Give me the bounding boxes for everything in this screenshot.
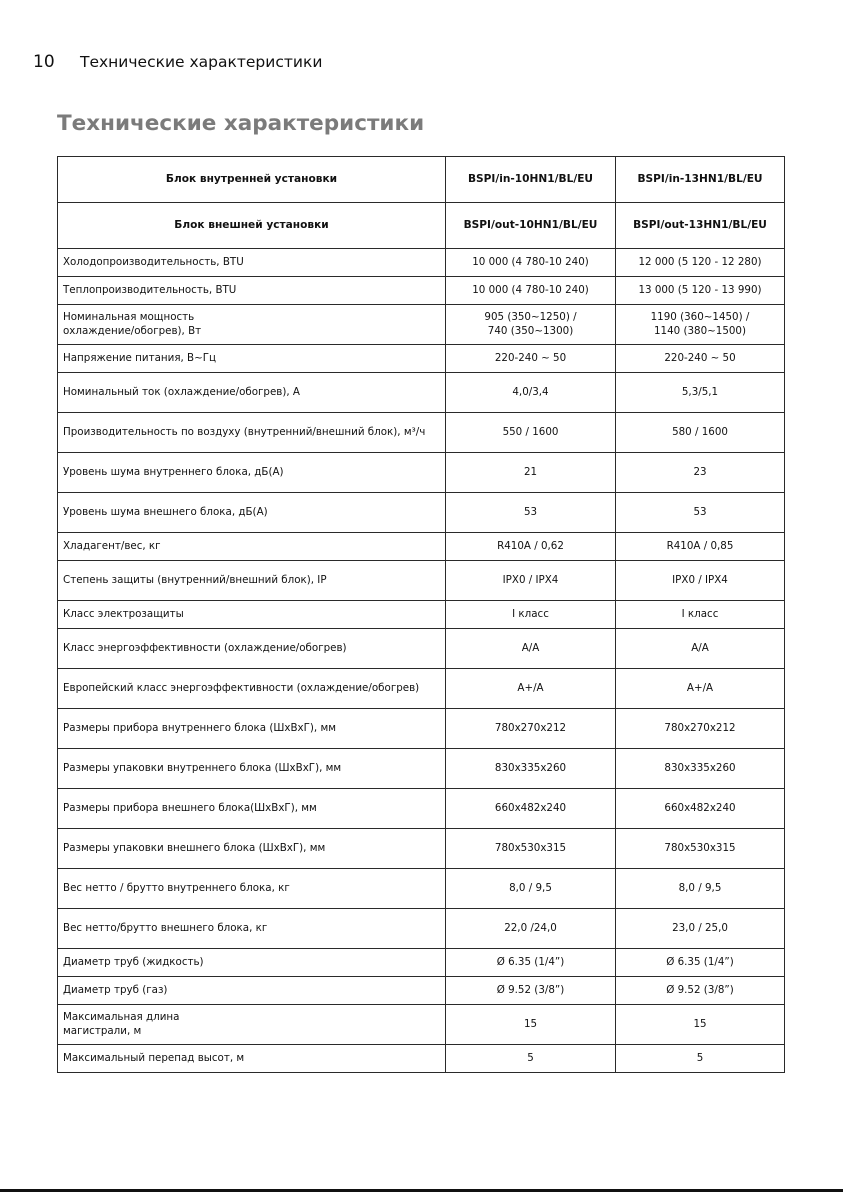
header-label-cell: Блок внутренней установки xyxy=(58,157,446,203)
model-1-cell: BSPI/in-10HN1/BL/EU xyxy=(446,157,616,203)
parameter-cell: Максимальная длина магистрали, м xyxy=(58,1005,446,1045)
parameter-cell: Вес нетто / брутто внутреннего блока, кг xyxy=(58,869,446,909)
value-2-cell: A+/A xyxy=(616,669,785,709)
value-1-cell: 830x335x260 xyxy=(446,749,616,789)
table-row xyxy=(58,1045,785,1073)
value-1-cell: Ø 9.52 (3/8”) xyxy=(446,977,616,1005)
parameter-cell: Хладагент/вес, кг xyxy=(58,533,446,561)
parameter-cell: Напряжение питания, В~Гц xyxy=(58,345,446,373)
parameter-cell: Уровень шума внутреннего блока, дБ(А) xyxy=(58,453,446,493)
table-row xyxy=(58,789,785,829)
table-row xyxy=(58,561,785,601)
specifications-table xyxy=(57,156,785,1073)
parameter-cell: Номинальная мощность охлаждение/обогрев), Вт xyxy=(58,305,446,345)
table-row xyxy=(58,493,785,533)
value-2-cell: 780x270x212 xyxy=(616,709,785,749)
value-1-cell: IPX0 / IPX4 xyxy=(446,561,616,601)
table-row xyxy=(58,413,785,453)
table-row xyxy=(58,305,785,345)
specifications-body xyxy=(58,157,785,1073)
value-2-cell: R410A / 0,85 xyxy=(616,533,785,561)
value-1-cell: A+/A xyxy=(446,669,616,709)
model-1-cell: BSPI/out-10HN1/BL/EU xyxy=(446,203,616,249)
value-2-cell: 53 xyxy=(616,493,785,533)
value-1-cell: 905 (350~1250) / 740 (350~1300) xyxy=(446,305,616,345)
value-2-cell: 13 000 (5 120 - 13 990) xyxy=(616,277,785,305)
table-row xyxy=(58,869,785,909)
parameter-cell: Уровень шума внешнего блока, дБ(А) xyxy=(58,493,446,533)
parameter-cell: Класс энергоэффективности (охлаждение/обогрев) xyxy=(58,629,446,669)
value-2-cell: 220-240 ~ 50 xyxy=(616,345,785,373)
parameter-cell: Диаметр труб (газ) xyxy=(58,977,446,1005)
value-2-cell: 580 / 1600 xyxy=(616,413,785,453)
value-2-cell: 780x530x315 xyxy=(616,829,785,869)
table-row xyxy=(58,373,785,413)
value-2-cell: 5,3/5,1 xyxy=(616,373,785,413)
value-2-cell: 8,0 / 9,5 xyxy=(616,869,785,909)
section-title: Технические характеристики xyxy=(80,53,323,71)
model-2-cell: BSPI/out-13HN1/BL/EU xyxy=(616,203,785,249)
parameter-cell: Производительность по воздуху (внутренний/внешний блок), м³/ч xyxy=(58,413,446,453)
value-1-cell: 53 xyxy=(446,493,616,533)
value-2-cell: 830x335x260 xyxy=(616,749,785,789)
table-header-row xyxy=(58,203,785,249)
value-2-cell: Ø 9.52 (3/8”) xyxy=(616,977,785,1005)
value-1-cell: 10 000 (4 780-10 240) xyxy=(446,277,616,305)
value-2-cell: 5 xyxy=(616,1045,785,1073)
value-1-cell: 21 xyxy=(446,453,616,493)
value-2-cell: Ø 6.35 (1/4”) xyxy=(616,949,785,977)
parameter-cell: Холодопроизводительность, BTU xyxy=(58,249,446,277)
table-row xyxy=(58,453,785,493)
value-1-cell: A/A xyxy=(446,629,616,669)
parameter-cell: Степень защиты (внутренний/внешний блок), IP xyxy=(58,561,446,601)
value-2-cell: I класс xyxy=(616,601,785,629)
value-1-cell: 780x270x212 xyxy=(446,709,616,749)
value-2-cell: 660x482x240 xyxy=(616,789,785,829)
table-row xyxy=(58,533,785,561)
parameter-cell: Размеры упаковки внутреннего блока (ШхВхГ), мм xyxy=(58,749,446,789)
table-row xyxy=(58,669,785,709)
value-2-cell: 23,0 / 25,0 xyxy=(616,909,785,949)
table-row xyxy=(58,909,785,949)
value-1-cell: Ø 6.35 (1/4”) xyxy=(446,949,616,977)
value-2-cell: 23 xyxy=(616,453,785,493)
table-row xyxy=(58,709,785,749)
table-row xyxy=(58,829,785,869)
table-row xyxy=(58,249,785,277)
parameter-cell: Теплопроизводительность, BTU xyxy=(58,277,446,305)
table-row xyxy=(58,277,785,305)
value-1-cell: 5 xyxy=(446,1045,616,1073)
value-2-cell: A/A xyxy=(616,629,785,669)
page-number: 10 xyxy=(33,52,55,72)
header-label-cell: Блок внешней установки xyxy=(58,203,446,249)
table-header-row xyxy=(58,157,785,203)
value-2-cell: 15 xyxy=(616,1005,785,1045)
parameter-cell: Класс электрозащиты xyxy=(58,601,446,629)
value-1-cell: R410A / 0,62 xyxy=(446,533,616,561)
table-row xyxy=(58,601,785,629)
parameter-cell: Европейский класс энергоэффективности (охлаждение/обогрев) xyxy=(58,669,446,709)
table-row xyxy=(58,629,785,669)
table-row xyxy=(58,977,785,1005)
table-row xyxy=(58,1005,785,1045)
value-2-cell: IPX0 / IPX4 xyxy=(616,561,785,601)
parameter-cell: Размеры прибора внутреннего блока (ШхВхГ), мм xyxy=(58,709,446,749)
value-1-cell: I класс xyxy=(446,601,616,629)
value-1-cell: 660x482x240 xyxy=(446,789,616,829)
table-row xyxy=(58,949,785,977)
page-header xyxy=(33,52,322,72)
parameter-cell: Размеры упаковки внешнего блока (ШхВхГ), мм xyxy=(58,829,446,869)
parameter-cell: Максимальный перепад высот, м xyxy=(58,1045,446,1073)
model-2-cell: BSPI/in-13HN1/BL/EU xyxy=(616,157,785,203)
value-1-cell: 4,0/3,4 xyxy=(446,373,616,413)
value-1-cell: 15 xyxy=(446,1005,616,1045)
parameter-cell: Номинальный ток (охлаждение/обогрев), А xyxy=(58,373,446,413)
table-row xyxy=(58,345,785,373)
parameter-cell: Диаметр труб (жидкость) xyxy=(58,949,446,977)
parameter-cell: Размеры прибора внешнего блока(ШхВхГ), мм xyxy=(58,789,446,829)
value-2-cell: 12 000 (5 120 - 12 280) xyxy=(616,249,785,277)
value-1-cell: 8,0 / 9,5 xyxy=(446,869,616,909)
page-title: Технические характеристики xyxy=(57,111,425,136)
value-1-cell: 220-240 ~ 50 xyxy=(446,345,616,373)
value-1-cell: 22,0 /24,0 xyxy=(446,909,616,949)
value-1-cell: 550 / 1600 xyxy=(446,413,616,453)
table-row xyxy=(58,749,785,789)
value-1-cell: 10 000 (4 780-10 240) xyxy=(446,249,616,277)
parameter-cell: Вес нетто/брутто внешнего блока, кг xyxy=(58,909,446,949)
value-2-cell: 1190 (360~1450) / 1140 (380~1500) xyxy=(616,305,785,345)
value-1-cell: 780x530x315 xyxy=(446,829,616,869)
